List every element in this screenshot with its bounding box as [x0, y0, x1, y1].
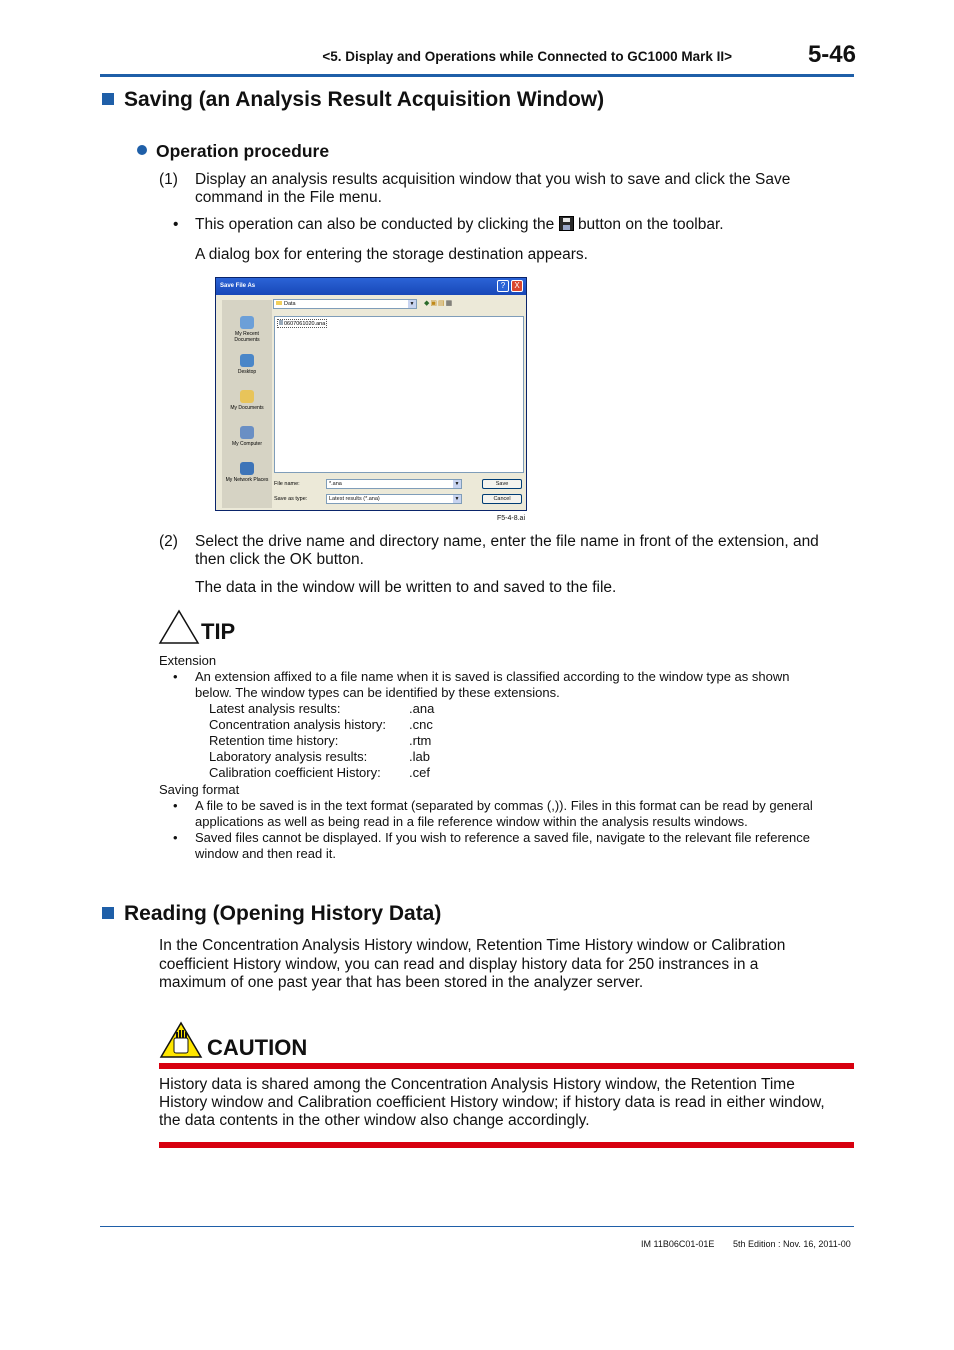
footer-rule: [100, 1226, 854, 1227]
ext-value: .ana: [409, 701, 435, 716]
caution-hand-icon: [159, 1021, 203, 1064]
file-item[interactable]: 0607061020.ana: [277, 319, 327, 328]
ext-value: .lab: [409, 749, 430, 764]
bullet-symbol: •: [173, 216, 179, 233]
file-list-pane[interactable]: [274, 316, 524, 473]
page-number: 5-46: [807, 41, 856, 68]
tip-save-b1-line2: applications as well as being read in a file reference window within the analysis results windows.: [195, 814, 748, 829]
save-type-label: Save as type:: [274, 496, 308, 502]
ext-name: Latest analysis results:: [209, 701, 341, 716]
caution-bottom-rule: [159, 1142, 854, 1148]
file-name-input[interactable]: *.ana ▼: [326, 479, 462, 489]
my-computer-icon: [240, 426, 254, 439]
caution-line1: History data is shared among the Concentration Analysis History window, the Retention Time: [159, 1076, 795, 1093]
ext-name: Retention time history:: [209, 733, 339, 748]
save-type-select[interactable]: Latest results (*.ana) ▼: [326, 494, 462, 504]
dot-bullet-icon: [137, 145, 147, 155]
ext-name: Calibration coefficient History:: [209, 765, 381, 780]
bullet-symbol: •: [173, 798, 178, 813]
save-disk-icon: [559, 216, 574, 231]
ext-name: Laboratory analysis results:: [209, 749, 368, 764]
dialog-save-button[interactable]: Save: [482, 479, 522, 489]
tip-label: TIP: [201, 619, 236, 644]
network-places-icon: [240, 462, 254, 475]
place-my-computer[interactable]: My Computer: [222, 426, 272, 447]
dialog-titlebar: Save File As: [216, 278, 526, 295]
caution-line3: the data contents in the other window also change accordingly.: [159, 1112, 590, 1129]
section-title-reading: Reading (Opening History Data): [102, 902, 441, 926]
ext-name: Concentration analysis history:: [209, 717, 387, 732]
doc-id: IM 11B06C01-01E: [641, 1239, 715, 1249]
tip-ext-line1: An extension affixed to a file name when it is saved is classified according to the window type as shown: [195, 669, 790, 684]
ext-value: .cnc: [409, 717, 433, 732]
tip-ext-line2: below. The window types can be identified by these extensions.: [195, 685, 560, 700]
tip-save-b1-line1: A file to be saved is in the text format (separated by commas (,)). Files in this format can be read by general: [195, 798, 813, 813]
chevron-down-icon: ▼: [454, 496, 460, 502]
reading-para-line1: In the Concentration Analysis History window, Retention Time History window or Calibration: [159, 937, 786, 954]
header-rule: [100, 74, 854, 77]
folder-icon: [276, 301, 282, 305]
reading-para-line3: maximum of one past year that has been stored in the analyzer server.: [159, 974, 644, 991]
chevron-down-icon: ▼: [454, 481, 460, 487]
caution-top-rule: [159, 1063, 854, 1069]
view-menu-icon[interactable]: ▦: [445, 300, 454, 307]
dialog-appears-note: A dialog box for entering the storage destination appears.: [195, 246, 588, 263]
reading-para-line2: coefficient History window, you can read and display history data for 250 instrances in a: [159, 956, 759, 973]
step1-number: (1): [159, 171, 178, 188]
place-my-documents[interactable]: My Documents: [222, 390, 272, 411]
help-button[interactable]: ?: [497, 280, 509, 292]
tip-save-b2-line2: window and then read it.: [195, 846, 336, 861]
save-file-as-dialog: [215, 277, 527, 511]
edition: 5th Edition : Nov. 16, 2011-00: [733, 1239, 851, 1249]
chevron-down-icon: ▼: [409, 301, 415, 307]
bullet-symbol: •: [173, 669, 178, 684]
caution-label: CAUTION: [207, 1035, 308, 1060]
ext-value: .cef: [409, 765, 430, 780]
step2-note: The data in the window will be written to and saved to the file.: [195, 579, 617, 596]
recent-documents-icon: [240, 316, 254, 329]
subsection-title-procedure: Operation procedure: [137, 141, 329, 162]
figure-id: F5-4-8.ai: [497, 515, 526, 522]
caution-line2: History window and Calibration coefficient History window; if history data is read in either window,: [159, 1094, 825, 1111]
my-documents-icon: [240, 390, 254, 403]
place-recent[interactable]: My Recent Documents: [222, 316, 272, 343]
tip-save-b2-line1: Saved files cannot be displayed. If you wish to reference a saved file, navigate to the relevant file reference: [195, 830, 810, 845]
bullet-symbol: •: [173, 830, 178, 845]
step1-line2: command in the File menu.: [195, 189, 382, 206]
dialog-cancel-button[interactable]: Cancel: [482, 494, 522, 504]
back-arrow-icon[interactable]: ◆: [424, 300, 431, 307]
square-bullet-icon: [102, 907, 114, 919]
tip-triangle-icon: [158, 609, 200, 650]
up-folder-icon[interactable]: ▣: [430, 300, 439, 307]
toolbar-icons: [424, 299, 453, 307]
place-desktop[interactable]: Desktop: [222, 354, 272, 375]
save-in-combo[interactable]: Data ▼: [273, 299, 417, 309]
toolbar-note: This operation can also be conducted by clicking the button on the toolbar.: [195, 216, 724, 233]
square-bullet-icon: [102, 93, 114, 105]
step2-number: (2): [159, 533, 178, 550]
tip-extension-heading: Extension: [159, 653, 217, 668]
tip-saving-heading: Saving format: [159, 782, 240, 797]
places-bar: [222, 300, 272, 508]
section-title-saving: Saving (an Analysis Result Acquisition Window): [102, 88, 604, 112]
desktop-icon: [240, 354, 254, 367]
step2-line1: Select the drive name and directory name, enter the file name in front of the extension, and: [195, 533, 819, 550]
chapter-header: <5. Display and Operations while Connected to GC1000 Mark II>: [322, 49, 732, 64]
step2-line2: then click the OK button.: [195, 551, 364, 568]
file-icon: [279, 320, 283, 325]
step1-line1: Display an analysis results acquisition window that you wish to save and click the Save: [195, 171, 791, 188]
ext-value: .rtm: [409, 733, 432, 748]
new-folder-icon[interactable]: ▤: [438, 300, 446, 307]
file-name-label: File name:: [274, 481, 300, 487]
place-network[interactable]: My Network Places: [222, 462, 272, 483]
close-button[interactable]: X: [511, 280, 523, 292]
